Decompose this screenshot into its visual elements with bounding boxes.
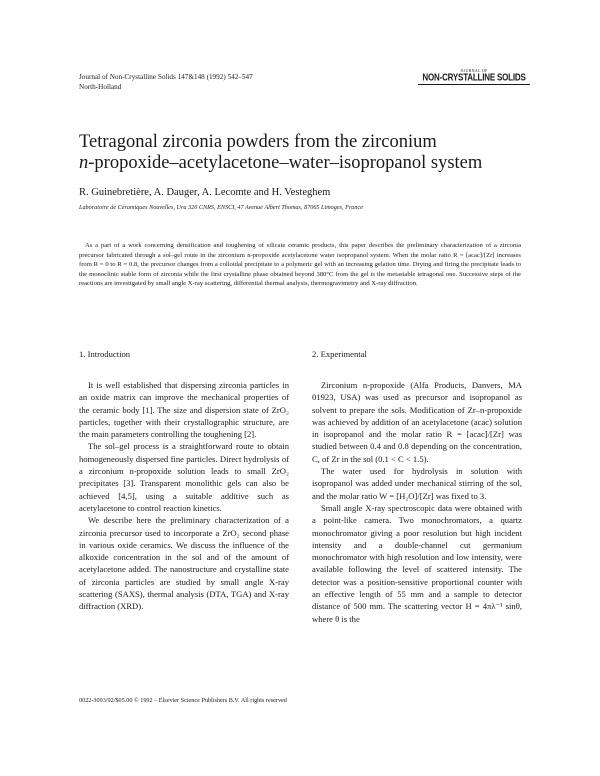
title-line-2 <box>79 153 539 174</box>
paragraph: The sol–gel process is a straightforward route to obtain homogeneously dispersed fine particles. Direct hydrolysis of a zirconium n-propoxide solution leads to small ZrO₂ precipitates [3]. Transparent monolithic gels can also be achieved [4,5], using a suitable additive such as acetylacetone to control reaction kinetics. <box>79 441 289 513</box>
abstract: As a part of a work concerning densification and toughening of silicate ceramic products, this paper describes the preliminary characterization of a zirconia precursor fabricated through a sol–gel route in the zirconium n-propoxide acetylacetone water isopropanol system. When the molar ratio R = [acac]/[Zr] increases from R = 0 to R = 0.8, the precursor changes from a colloidal precipitate to a polymeric gel with an increasing gelation time. Drying and firing the precipitate leads to the monoclinic stable form of zirconia while the first crystalline phase obtained beyond 380°C from the gel is the metastable tetragonal one. Successive steps of the reactions are investigated by small angle X-ray scattering, differential thermal analysis, thermogravimetry and X-ray diffraction. <box>79 242 521 288</box>
journal-logo-main: NON-CRYSTALLINE SOLIDS <box>422 71 526 83</box>
column-right <box>312 349 522 625</box>
paragraph: We describe here the preliminary characterization of a zirconia precursor used to incorporate a ZrO₂ second phase in various oxide ceramics. We discuss the influence of the alkoxide concentration in the sol and of the amount of acetylacetone added. The nanostructure and crystalline state of zirconia particles are studied by small angle X-ray scattering (SAXS), thermal analysis (DTA, TGA) and X-ray diffraction (XRD). <box>79 515 289 612</box>
section-heading-introduction: 1. Introduction <box>79 349 131 359</box>
title-line-1: Tetragonal zirconia powders from the zirconium <box>79 132 437 152</box>
journal-header <box>79 72 339 92</box>
journal-logo-top: JOURNAL OF <box>460 68 488 73</box>
title-n-italic: n <box>79 153 89 173</box>
paragraph: It is well established that dispersing zirconia particles in an oxide matrix can improve the mechanical properties of the ceramic body [1]. The size and dispersion state of ZrO₂ particles, together with their crystallographic structure, are the main parameters controlling the toughening [2]. <box>79 380 289 440</box>
affiliation: Laboratoire de Céramiques Nouvelles, Ura 320 CNRS, ENSCI, 47 Avenue Albert Thomas, 87065 Limoges, France <box>79 204 363 211</box>
journal-logo <box>418 68 530 85</box>
copyright-footer: 0022-3093/92/$05.00 © 1992 – Elsevier Science Publishers B.V. All rights reserved <box>79 697 287 704</box>
paragraph: Zirconium n-propoxide (Alfa Products, Danvers, MA 01923, USA) was used as precursor and isopropanol as solvent to prepare the sols. Modification of Zr–n-propoxide was achieved by addition of an acetylacetone (acac) solution in isopropanol and the molar ratio R = [acac]/[Zr] was studied between 0.4 and 0.8 depending on the concentration, C, of Zr in the sol (0.1 < C < 1.5). <box>312 380 522 464</box>
section-heading-experimental: 2. Experimental <box>312 349 367 359</box>
paragraph: Small angle X-ray spectroscopic data were obtained with a point-like camera. Two monochromators, a quartz monochromator giving a poor resolution but high incident intensity and a double-channel cut germanium monochromator with high resolution and low intensity, were available following the level of scattered intensity. The detector was a position-sensitive proportional counter with an effective length of 55 mm and a sample to detector distance of 500 mm. The scattering vector H = 4πλ⁻¹ sinθ, where θ is the <box>312 502 522 624</box>
paper-title <box>79 132 539 174</box>
authors: R. Guinebretière, A. Dauger, A. Lecomte and H. Vesteghem <box>79 187 331 198</box>
publisher: North-Holland <box>79 83 122 91</box>
paragraph: The water used for hydrolysis in solution with isopropanol was added under mechanical stirring of the sol, and the molar ratio W = [H₂O]/[Zr] was fixed to 3. <box>312 466 522 501</box>
column-left <box>79 349 289 613</box>
title-line-2-rest: -propoxide–acetylacetone–water–isopropanol system <box>88 153 483 173</box>
journal-reference: Journal of Non-Crystalline Solids 147&148 (1992) 542–547 <box>79 73 253 81</box>
